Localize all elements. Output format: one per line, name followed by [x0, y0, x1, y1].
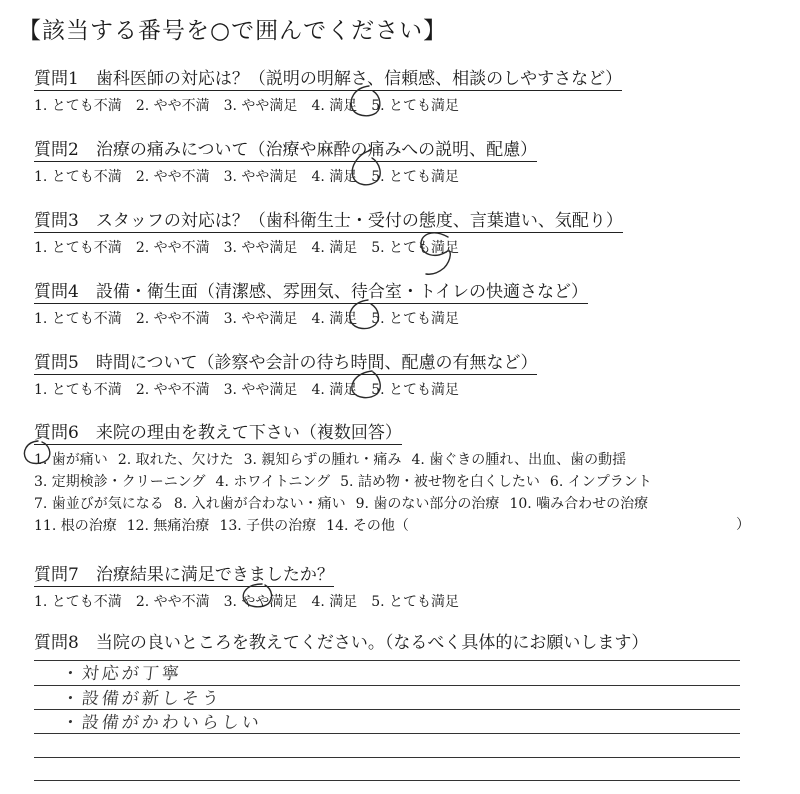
question-2-options	[34, 166, 537, 186]
option-5[interactable]: 5. とても満足	[371, 169, 460, 185]
handwritten-answer-2: ・設備が新しそう	[60, 689, 223, 709]
question-6-title: 質問6 来院の理由を教えて下さい（複数回答）	[34, 418, 402, 445]
q6-option-7[interactable]: 7. 歯並びが気になる	[34, 496, 164, 512]
question-3	[34, 206, 623, 257]
question-8	[34, 628, 648, 654]
q6-line-4	[34, 515, 662, 537]
question-1-options	[34, 95, 622, 115]
q6-option-1-circled[interactable]: 1. 歯が痛い	[34, 452, 108, 468]
instruction-header: 【該当する番号を○で囲んでください】	[18, 18, 448, 44]
option-1[interactable]: 1. とても不満	[34, 311, 122, 327]
option-2[interactable]: 2. やや不満	[135, 311, 210, 327]
q6-option-14-other[interactable]: 14. その他（	[326, 518, 409, 534]
q6-option-11[interactable]: 11. 根の治療	[34, 518, 117, 534]
question-2	[34, 135, 537, 186]
answer-line-6	[34, 780, 740, 781]
q6-option-5[interactable]: 5. 詰め物・被せ物を白くしたい	[340, 474, 540, 490]
option-4-circled[interactable]: 4. 満足	[311, 311, 358, 327]
option-1[interactable]: 1. とても不満	[34, 169, 122, 185]
q6-option-13[interactable]: 13. 子供の治療	[219, 518, 317, 534]
option-3-circled[interactable]: 3. やや満足	[223, 594, 298, 610]
option-4-circled[interactable]: 4. 満足	[311, 98, 358, 114]
option-2[interactable]: 2. やや不満	[135, 594, 210, 610]
handwritten-answer-3: ・設備がかわいらしい	[60, 713, 263, 733]
question-7-title: 質問7 治療結果に満足できましたか？	[34, 560, 334, 587]
option-1[interactable]: 1. とても不満	[34, 594, 122, 610]
option-5[interactable]: 5. とても満足	[371, 311, 460, 327]
option-4[interactable]: 4. 満足	[311, 594, 358, 610]
option-5[interactable]: 5. とても満足	[371, 98, 460, 114]
question-7-options	[34, 591, 459, 611]
option-3[interactable]: 3. やや満足	[223, 382, 298, 398]
question-6-options	[34, 449, 662, 537]
q6-option-8[interactable]: 8. 入れ歯が合わない・痛い	[173, 496, 346, 512]
question-5-options	[34, 379, 537, 399]
option-1[interactable]: 1. とても不満	[34, 98, 122, 114]
option-4-circled[interactable]: 4. 満足	[311, 382, 358, 398]
q6-option-6[interactable]: 6. インプラント	[549, 474, 652, 490]
option-4[interactable]: 4. 満足	[311, 240, 358, 256]
question-4-title: 質問4 設備・衛生面（清潔感、雰囲気、待合室・トイレの快適さなど）	[34, 277, 588, 304]
answer-line-4	[34, 733, 740, 734]
question-8-title: 質問8 当院の良いところを教えてください。（なるべく具体的にお願いします）	[34, 633, 649, 653]
question-5-title: 質問5 時間について（診察や会計の待ち時間、配慮の有無など）	[34, 348, 537, 375]
q6-option-3b[interactable]: 3. 定期検診・クリーニング	[34, 474, 206, 490]
option-4-circled[interactable]: 4. 満足	[311, 169, 358, 185]
question-4-options	[34, 308, 588, 328]
question-2-title: 質問2 治療の痛みについて（治療や麻酔の痛みへの説明、配慮）	[34, 135, 537, 162]
option-3[interactable]: 3. やや満足	[223, 311, 298, 327]
handwritten-answer-1: ・対応が丁寧	[60, 664, 183, 684]
option-2[interactable]: 2. やや不満	[135, 98, 210, 114]
option-5[interactable]: 5. とても満足	[371, 382, 460, 398]
option-3[interactable]: 3. やや満足	[223, 98, 298, 114]
question-5	[34, 348, 537, 399]
q6-option-4b[interactable]: 4. ホワイトニング	[215, 474, 331, 490]
q6-option-2[interactable]: 2. 取れた、欠けた	[117, 452, 234, 468]
option-2[interactable]: 2. やや不満	[135, 169, 210, 185]
q6-other-close-paren: ）	[736, 517, 750, 533]
option-3[interactable]: 3. やや満足	[223, 169, 298, 185]
option-3[interactable]: 3. やや満足	[223, 240, 298, 256]
question-3-options	[34, 237, 623, 257]
q6-line-1	[34, 449, 662, 471]
question-1	[34, 64, 622, 115]
question-3-title: 質問3 スタッフの対応は？（歯科衛生士・受付の態度、言葉遣い、気配り）	[34, 206, 623, 233]
question-6	[34, 418, 662, 537]
q6-line-3	[34, 493, 662, 515]
option-2[interactable]: 2. やや不満	[135, 240, 210, 256]
q6-option-3[interactable]: 3. 親知らずの腫れ・痛み	[243, 452, 402, 468]
question-4	[34, 277, 588, 328]
option-1[interactable]: 1. とても不満	[34, 240, 122, 256]
q6-line-2	[34, 471, 662, 493]
option-1[interactable]: 1. とても不満	[34, 382, 122, 398]
q6-option-12[interactable]: 12. 無痛治療	[126, 518, 210, 534]
q6-option-4[interactable]: 4. 歯ぐきの腫れ、出血、歯の動揺	[411, 452, 627, 468]
option-5[interactable]: 5. とても満足	[371, 594, 460, 610]
question-1-title: 質問1 歯科医師の対応は？（説明の明解さ、信頼感、相談のしやすさなど）	[34, 64, 622, 91]
q6-option-9[interactable]: 9. 歯のない部分の治療	[355, 496, 500, 512]
question-7	[34, 560, 459, 611]
answer-line-5	[34, 757, 740, 758]
q6-option-10[interactable]: 10. 噛み合わせの治療	[509, 496, 649, 512]
option-2[interactable]: 2. やや不満	[135, 382, 210, 398]
option-5-circled[interactable]: 5. とても満足	[371, 240, 460, 256]
